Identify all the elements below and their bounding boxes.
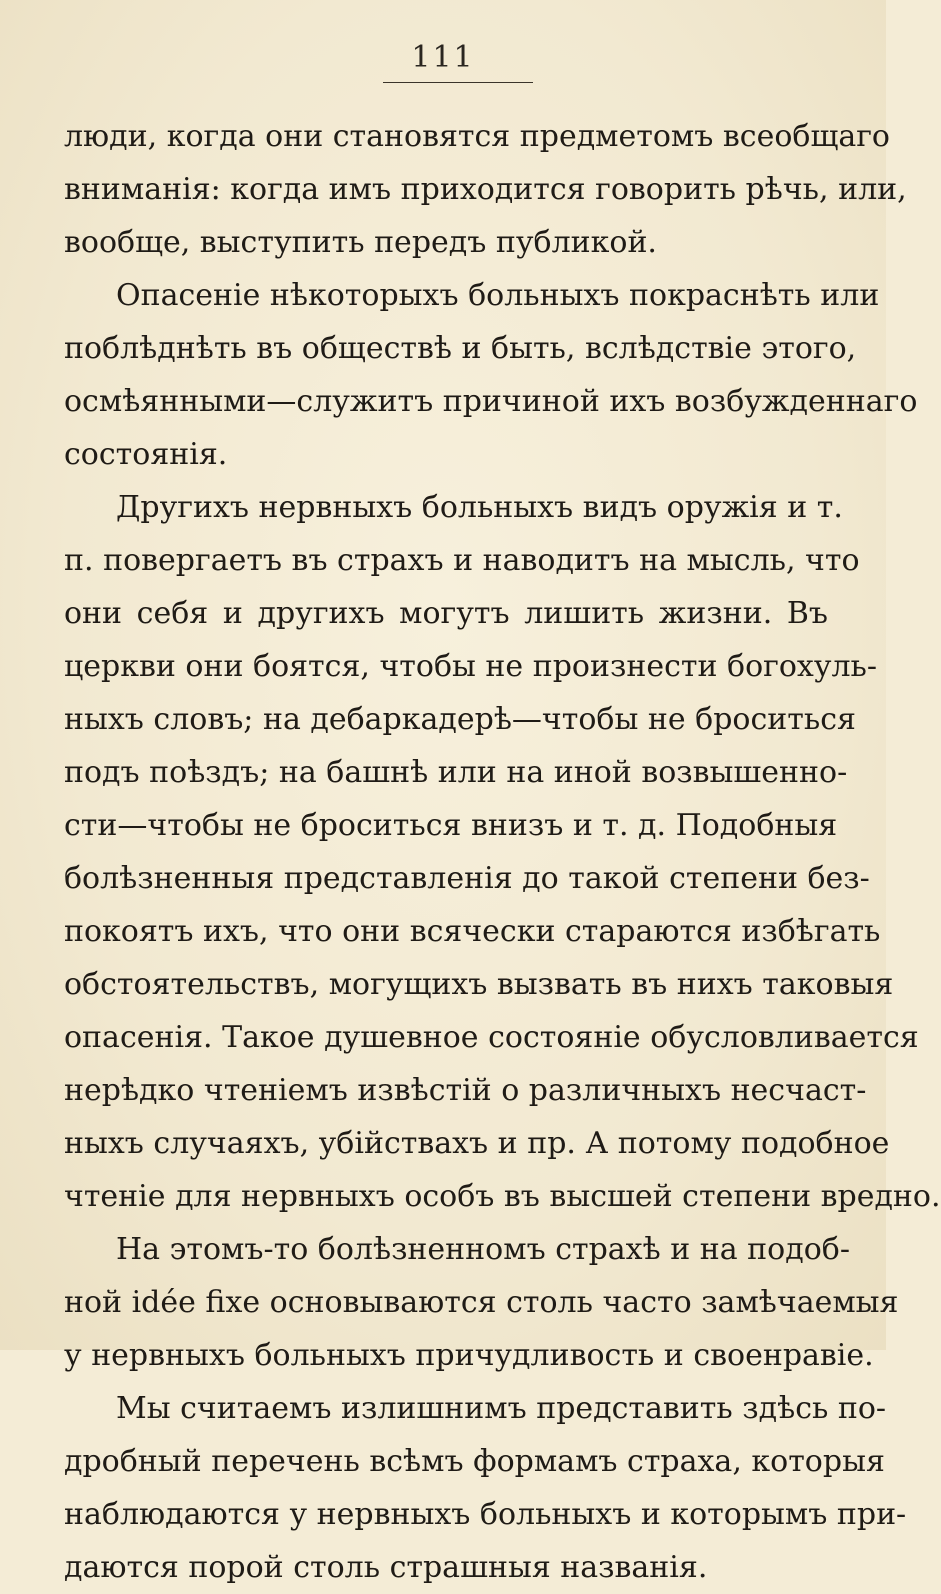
text-line: Другихъ нервныхъ больныхъ видъ оружія и т. (116, 490, 843, 525)
page-number: 111 (411, 40, 475, 75)
text-line: На этомъ-то болѣзненномъ страхѣ и на подоб- (116, 1232, 850, 1267)
text-line: Опасеніе нѣкоторыхъ больныхъ покраснѣть или (116, 278, 880, 313)
text-line: наблюдаются у нервныхъ больныхъ и которымъ при- (64, 1497, 907, 1532)
text-line: болѣзненныя представленія до такой степени без- (64, 861, 870, 896)
text-line: нерѣдко чтеніемъ извѣстій о различныхъ несчаст- (64, 1073, 867, 1108)
text-line: сти—чтобы не броситься внизъ и т. д. Подобныя (64, 808, 838, 843)
text-line: даются порой столь страшныя названія. (64, 1550, 708, 1585)
paragraph (64, 1382, 907, 1594)
text-line: церкви они боятся, чтобы не произнести богохуль- (64, 649, 878, 684)
text-line: поблѣднѣть въ обществѣ и быть, вслѣдствіе этого, (64, 331, 857, 366)
text-line: ныхъ словъ; на дебаркадерѣ—чтобы не броситься (64, 702, 856, 737)
text-line: они себя и другихъ могутъ лишить жизни. Въ (64, 596, 828, 631)
header-rule (383, 82, 533, 83)
paragraph (64, 110, 907, 269)
text-line: Мы считаемъ излишнимъ представить здѣсь по- (116, 1391, 887, 1426)
text-line: вообще, выступить передъ публикой. (64, 225, 657, 260)
text-line: подъ поѣздъ; на башнѣ или на иной возвышенно- (64, 755, 848, 790)
text-line: у нервныхъ больныхъ причудливость и своенравіе. (64, 1338, 874, 1373)
paragraph (64, 481, 941, 1223)
paragraph (64, 269, 918, 481)
text-line: люди, когда они становятся предметомъ всеобщаго (64, 119, 890, 154)
text-line: п. повергаетъ въ страхъ и наводитъ на мысль, что (64, 543, 860, 578)
text-line: дробный перечень всѣмъ формамъ страха, которыя (64, 1444, 885, 1479)
text-line: осмѣянными—служитъ причиной ихъ возбужденнаго (64, 384, 918, 419)
text-line: ныхъ случаяхъ, убійствахъ и пр. А потому подобное (64, 1126, 890, 1161)
body-text (64, 110, 941, 1594)
text-line: обстоятельствъ, могущихъ вызвать въ нихъ таковыя (64, 967, 894, 1002)
text-line: покоятъ ихъ, что они всячески стараются избѣгать (64, 914, 881, 949)
paragraph (64, 1223, 899, 1382)
text-line: состоянія. (64, 437, 228, 472)
text-line: опасенія. Такое душевное состояніе обусловливается (64, 1020, 919, 1055)
text-line: чтеніе для нервныхъ особъ въ высшей степени вредно. (64, 1179, 941, 1214)
text-line: ной idée fixe основываются столь часто замѣчаемыя (64, 1285, 899, 1320)
text-line: вниманія: когда имъ приходится говорить рѣчь, или, (64, 172, 907, 207)
